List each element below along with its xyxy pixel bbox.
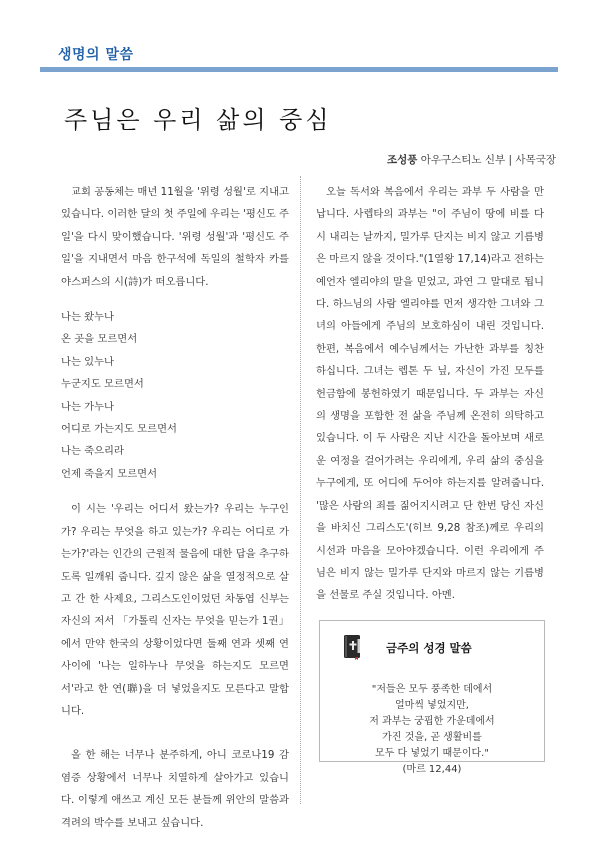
paragraph-intro: 교회 공동체는 매년 11월을 '위령 성월'로 지내고 있습니다. 이러한 달의 첫 주일에 우리는 '평신도 주일'을 다시 맞이했습니다. '위령 성월'과 '평신도 주일'을 지내면서 마음 한구석에 독일의 철학자 카를 야스퍼스의 시(詩)가 떠오릅니다. (61, 186, 289, 288)
quote-line: 모두 다 넣었기 때문이다." (375, 748, 489, 759)
author-line (387, 152, 556, 167)
poem-line: 누군지도 모르면서 (61, 378, 144, 391)
article-title: 주님은 우리 삶의 중심 (64, 106, 332, 134)
section-label: 생명의 말씀 (58, 47, 134, 63)
author-name: 조성풍 (386, 154, 418, 166)
quote-reference: (마르 12,44) (402, 764, 462, 775)
scripture-box-title: 금주의 성경 말씀 (386, 641, 472, 655)
column-divider (300, 176, 301, 804)
header-rule (40, 67, 558, 72)
quote-line: 얼마씩 넣었지만, (395, 700, 469, 711)
poem-line: 나는 죽으리라 (61, 445, 124, 458)
right-column (316, 181, 544, 607)
quote-line: 저 과부는 궁핍한 가운데에서 (369, 716, 495, 727)
scripture-box-header (320, 621, 544, 663)
quote-line: 가진 것을, 곧 생활비를 (382, 732, 482, 743)
paragraph-2: 이 시는 '우리는 어디서 왔는가? 우리는 누구인가? 우리는 무엇을 하고 있는가? 우리는 어디로 가는가?'라는 인간의 근원적 물음에 대한 답을 추구하도록 일깨워 줍니다. 깊지 않은 삶을 열정적으로 살고 간 한 사제요, 그리스도인이었던 차동엽 신부는 자신의 저서 「가톨릭 신자는 무엇을 믿는가 1권」에서 만약 한국의 상황이었다면 둘째 연과 셋째 연 사이에 '나는 일하누나 무엇을 하는지도 모르면서'라고 한 연(聯)을 더 넣었을지도 모른다고 말합니다. (61, 503, 289, 717)
poem-line: 나는 가누나 (61, 400, 115, 413)
poem-line: 어디로 가는지도 모르면서 (61, 423, 177, 436)
poem-line: 나는 있누나 (61, 355, 115, 368)
poem (61, 306, 289, 485)
poem-line: 나는 왔누나 (61, 311, 115, 324)
paragraph-right: 오늘 독서와 복음에서 우리는 과부 두 사람을 만납니다. 사렙타의 과부는 "이 주님이 땅에 비를 다시 내리는 날까지, 밀가루 단지는 비지 않고 기름병은 마르지 않을 것이다."(1열왕 17,14)라고 전하는 예언자 엘리야의 말을 믿었고, 과연 그 말대로 됩니다. 하느님의 사람 엘리야를 먼저 생각한 그녀와 그녀의 아들에게 주님의 보호하심이 내린 것입니다. 한편, 복음에서 예수님께서는 가난한 과부를 칭찬하십니다. 그녀는 렙톤 두 닢, 자신이 가진 모두를 헌금함에 봉헌하였기 때문입니다. 두 과부는 자신의 생명을 포함한 전 삶을 주님께 온전히 의탁하고 있습니다. 이 두 사람은 지난 시간을 돌아보며 새로운 여정을 걸어가려는 우리에게, 우리 삶의 중심을 누구에게, 또 어디에 두어야 하는지를 알려줍니다. '많은 사람의 죄를 짊어지시려고 단 한번 당신 자신을 바치신 그리스도'(히브 9,28 참조)께로 우리의 시선과 마음을 모아야겠습니다. 이런 우리에게 주님은 비지 않는 밀가루 단지와 마르지 않는 기름병을 선물로 주실 것입니다. 아멘. (316, 186, 544, 602)
poem-line: 언제 죽을지 모르면서 (61, 467, 158, 480)
poem-line: 온 곳을 모르면서 (61, 333, 138, 346)
scripture-quote (320, 682, 544, 778)
paragraph-3: 올 한 해는 너무나 분주하게, 아니 코로나19 감염증 상황에서 너무나 치열하게 살아가고 있습니다. 이렇게 애쓰고 계신 모든 분들께 위안의 말씀과 격려의 박수를 보내고 싶습니다. (61, 749, 289, 829)
scripture-box (319, 620, 545, 775)
author-role: 아우구스티노 신부 | 사목국장 (420, 154, 556, 166)
quote-line: "저들은 모두 풍족한 데에서 (371, 684, 493, 695)
left-column (61, 181, 289, 834)
bible-icon (342, 634, 362, 660)
